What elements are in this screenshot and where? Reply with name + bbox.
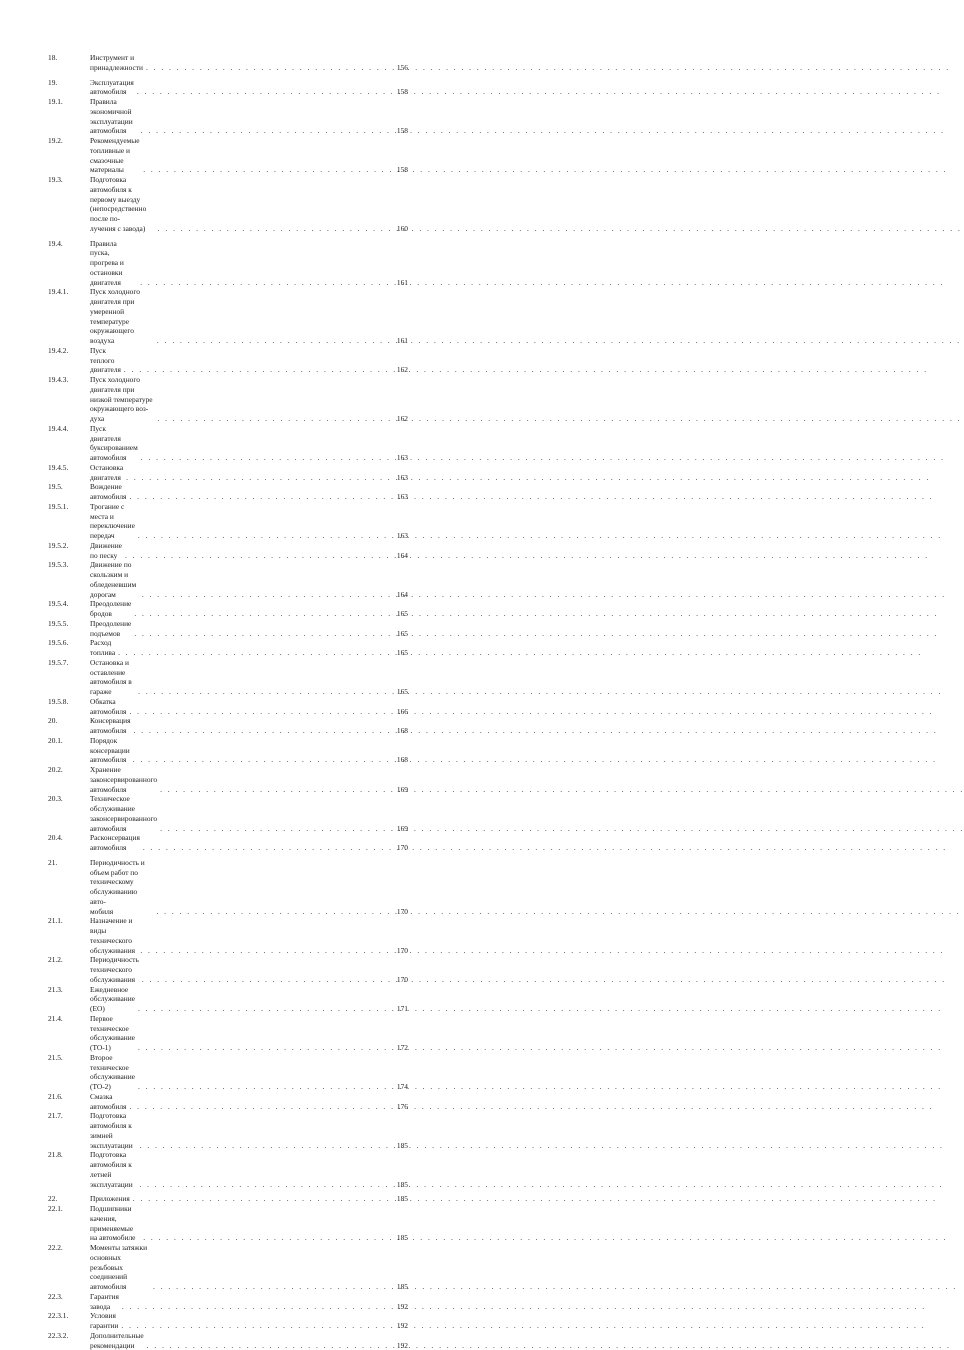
toc-entry-page: 192 — [392, 1302, 408, 1312]
toc-entry-body — [90, 1311, 392, 1331]
toc-entry-number: 19.5.8. — [48, 697, 90, 707]
toc-entry-title: Смазка автомобиля — [90, 1092, 129, 1112]
toc-entry-title: Инструмент и принадлежности — [90, 53, 146, 73]
toc-entry-number: 19.5.3. — [48, 560, 90, 570]
toc-entry — [48, 1111, 408, 1150]
toc-entry-page: 161 — [392, 336, 408, 346]
toc-entry-title: Пуск холодного двигателя при умеренной температуре окружающего воздуха — [90, 287, 157, 346]
toc-entry-page: 158 — [392, 87, 408, 97]
toc-entry — [48, 955, 408, 984]
toc-entry — [48, 1311, 408, 1331]
toc-entry-body — [90, 1204, 392, 1243]
toc-entry-number: 21.5. — [48, 1053, 90, 1063]
toc-entry-number: 22.3.2. — [48, 1331, 90, 1341]
toc-entry-number: 19.5.1. — [48, 502, 90, 512]
toc-leader-dots — [138, 1082, 392, 1092]
toc-entry-body — [90, 541, 392, 561]
toc-leader-dots — [147, 1341, 392, 1350]
toc-entry — [48, 541, 408, 561]
toc-entry — [48, 53, 408, 73]
toc-entry-page: 170 — [392, 946, 408, 956]
toc-leader-dots — [140, 278, 392, 288]
toc-leader-dots — [139, 1180, 392, 1190]
toc-entry-title: Преодоление подъемов — [90, 619, 134, 639]
toc-entry — [48, 1194, 408, 1204]
toc-entry-page: 165 — [392, 648, 408, 658]
toc-entry — [48, 1243, 408, 1292]
toc-entry — [48, 560, 408, 599]
toc-entry-body — [90, 1292, 392, 1312]
toc-entry-body — [90, 287, 392, 346]
toc-entry-number: 21.2. — [48, 955, 90, 965]
toc-leader-dots — [160, 824, 392, 834]
toc-entry-number: 19.3. — [48, 175, 90, 185]
toc-entry-title: Хранение законсервированного автомобиля — [90, 765, 160, 794]
toc-entry-title: Консервация автомобиля — [90, 716, 134, 736]
toc-entry-body — [90, 1331, 392, 1350]
toc-entry-number: 19.4.4. — [48, 424, 90, 434]
toc-leader-dots — [141, 453, 392, 463]
toc-entry-number: 20.1. — [48, 736, 90, 746]
toc-entry-body — [90, 175, 392, 234]
toc-entry — [48, 1014, 408, 1053]
toc-entry-title: Правила пуска, прогрева и остановки двигателя — [90, 239, 140, 288]
toc-entry-title: Дополнительные рекомендации — [90, 1331, 147, 1350]
toc-leader-dots — [156, 907, 392, 917]
toc-entry-number: 19.4.5. — [48, 463, 90, 473]
toc-entry-title: Техническое обслуживание законсервированного автомобиля — [90, 794, 160, 833]
toc-entry — [48, 175, 408, 234]
toc-entry — [48, 375, 408, 424]
toc-entry-body — [90, 716, 392, 736]
toc-leader-dots — [143, 1233, 392, 1243]
toc-entry-title: Пуск двигателя буксированием автомобиля — [90, 424, 141, 463]
toc-entry-number: 19.5. — [48, 482, 90, 492]
toc-entry-page: 168 — [392, 726, 408, 736]
toc-leader-dots — [126, 473, 392, 483]
toc-entry-body — [90, 53, 392, 73]
toc-leader-dots — [134, 609, 392, 619]
toc-leader-dots — [140, 1141, 392, 1151]
toc-entry-number: 21.6. — [48, 1092, 90, 1102]
toc-entry-title: Рекомендуемые топливные и смазочные материалы — [90, 136, 143, 175]
toc-entry-number: 19.4.1. — [48, 287, 90, 297]
toc-entry-body — [90, 502, 392, 541]
toc-entry-title: Пуск теплого двигателя — [90, 346, 124, 375]
toc-entry — [48, 502, 408, 541]
toc-entry-page: 164 — [392, 551, 408, 561]
toc-entry-title: Движение по песку — [90, 541, 125, 561]
toc-entry-page: 168 — [392, 755, 408, 765]
toc-leader-dots — [138, 1004, 392, 1014]
toc-entry-body — [90, 638, 392, 658]
toc-leader-dots — [142, 975, 392, 985]
toc-entry-body — [90, 375, 392, 424]
toc-entry-body — [90, 1053, 392, 1092]
toc-leader-dots — [124, 365, 392, 375]
toc-leader-dots — [125, 551, 392, 561]
toc-entry-body — [90, 1111, 392, 1150]
toc-entry — [48, 1150, 408, 1189]
toc-entry-number: 20.3. — [48, 794, 90, 804]
toc-entry-title: Первое техническое обслуживание (ТО-1) — [90, 1014, 138, 1053]
toc-entry — [48, 1292, 408, 1312]
toc-entry — [48, 482, 408, 502]
toc-entry-page: 158 — [392, 126, 408, 136]
toc-entry-title: Второе техническое обслуживание (ТО-2) — [90, 1053, 138, 1092]
toc-entry-body — [90, 916, 392, 955]
toc-entry-number: 21.4. — [48, 1014, 90, 1024]
toc-entry-body — [90, 97, 392, 136]
toc-entry — [48, 599, 408, 619]
toc-entry-number: 19.4.3. — [48, 375, 90, 385]
toc-entry-page: 158 — [392, 165, 408, 175]
toc-entry-title: Приложения — [90, 1194, 133, 1204]
toc-entry-title: Подшипники качения, применяемые на автомобиле — [90, 1204, 143, 1243]
toc-entry-title: Назначение и виды технического обслуживания — [90, 916, 140, 955]
toc-entry-number: 19. — [48, 78, 90, 88]
toc-leader-dots — [143, 165, 392, 175]
toc-entry-page: 163 — [392, 531, 408, 541]
toc-entry-title: Порядок консервации автомобиля — [90, 736, 133, 765]
toc-entry-page: 185 — [392, 1233, 408, 1243]
toc-entry — [48, 697, 408, 717]
toc-entry-title: Моменты затяжки основных резьбовых соединений автомобиля — [90, 1243, 153, 1292]
toc-entry-body — [90, 833, 392, 853]
toc-entry-body — [90, 658, 392, 697]
toc-entry-title: Эксплуатация автомобиля — [90, 78, 137, 98]
toc-leader-dots — [137, 87, 392, 97]
toc-entry-title: Правила экономичной эксплуатации автомобиля — [90, 97, 141, 136]
toc-entry-body — [90, 136, 392, 175]
toc-entry-number: 18. — [48, 53, 90, 63]
toc-entry-number: 20.4. — [48, 833, 90, 843]
toc-entry-page: 163 — [392, 492, 408, 502]
toc-entry-title: Периодичность технического обслуживания — [90, 955, 142, 984]
toc-entry-page: 172 — [392, 1043, 408, 1053]
toc-entry-page: 185 — [392, 1282, 408, 1292]
toc-entry-number: 20.2. — [48, 765, 90, 775]
toc-leader-dots — [158, 224, 392, 234]
toc-leader-dots — [134, 726, 392, 736]
toc-entry-title: Обкатка автомобиля — [90, 697, 129, 717]
toc-entry — [48, 858, 408, 917]
toc-leader-dots — [140, 946, 392, 956]
toc-entry-page: 185 — [392, 1194, 408, 1204]
toc-entry — [48, 638, 408, 658]
toc-entry — [48, 1092, 408, 1112]
toc-entry-title: Условия гарантии — [90, 1311, 121, 1331]
toc-entry — [48, 736, 408, 765]
toc-entry-title: Ежедневное обслуживание (ЕО) — [90, 985, 138, 1014]
toc-entry-number: 22. — [48, 1194, 90, 1204]
toc-entry — [48, 1053, 408, 1092]
toc-entry — [48, 1204, 408, 1243]
toc-entry-page: 162 — [392, 414, 408, 424]
toc-entry-page: 171 — [392, 1004, 408, 1014]
toc-entry-body — [90, 599, 392, 619]
toc-entry-number: 22.2. — [48, 1243, 90, 1253]
toc-entry-number: 19.1. — [48, 97, 90, 107]
toc-entry — [48, 794, 408, 833]
toc-entry-page: 165 — [392, 629, 408, 639]
toc-entry-page: 164 — [392, 590, 408, 600]
toc-entry — [48, 716, 408, 736]
toc-entry — [48, 619, 408, 639]
toc-entry-page: 192 — [392, 1341, 408, 1350]
toc-leader-dots — [121, 1321, 392, 1331]
toc-entry — [48, 985, 408, 1014]
toc-entry-body — [90, 858, 392, 917]
toc-entry-body — [90, 794, 392, 833]
toc-entry-body — [90, 239, 392, 288]
toc-entry-body — [90, 346, 392, 375]
toc-leader-dots — [153, 1282, 392, 1292]
toc-leader-dots — [133, 755, 392, 765]
toc-entry-page: 160 — [392, 224, 408, 234]
toc-entry-body — [90, 463, 392, 483]
toc-entry-title: Остановка двигателя — [90, 463, 126, 483]
toc-leader-dots — [129, 1102, 392, 1112]
toc-entry-body — [90, 1243, 392, 1292]
toc-entry-body — [90, 1014, 392, 1053]
toc-entry-number: 22.1. — [48, 1204, 90, 1214]
toc-entry-body — [90, 619, 392, 639]
toc-entry-body — [90, 697, 392, 717]
toc-entry — [48, 136, 408, 175]
toc-entry-page: 169 — [392, 785, 408, 795]
toc-leader-dots — [138, 531, 392, 541]
toc-entry-body — [90, 985, 392, 1014]
toc-entry — [48, 1331, 408, 1350]
toc-leader-dots — [138, 1043, 392, 1053]
toc-entry-title: Движение по скользким и обледеневшим дорогам — [90, 560, 142, 599]
toc-entry-page: 163 — [392, 473, 408, 483]
toc-entry-number: 21.7. — [48, 1111, 90, 1121]
toc-entry-page: 169 — [392, 824, 408, 834]
toc-entry — [48, 765, 408, 794]
toc-entry-number: 21. — [48, 858, 90, 868]
toc-entry-title: Преодоление бродов — [90, 599, 134, 619]
toc-entry-number: 21.1. — [48, 916, 90, 926]
toc-leader-dots — [138, 687, 392, 697]
toc-entry-page: 170 — [392, 907, 408, 917]
toc-entry-page: 192 — [392, 1321, 408, 1331]
toc-leader-dots — [129, 707, 392, 717]
toc-entry — [48, 287, 408, 346]
toc-entry-number: 19.5.2. — [48, 541, 90, 551]
table-of-contents — [48, 53, 408, 1350]
toc-entry-number: 19.4. — [48, 239, 90, 249]
toc-entry-title: Расконсервация автомобиля — [90, 833, 143, 853]
document-page — [0, 0, 420, 570]
toc-entry-title: Вождение автомобиля — [90, 482, 129, 502]
toc-entry-body — [90, 955, 392, 984]
toc-entry-body — [90, 1194, 392, 1204]
toc-leader-dots — [118, 648, 392, 658]
toc-leader-dots — [157, 414, 392, 424]
toc-entry-number: 21.8. — [48, 1150, 90, 1160]
toc-entry-page: 161 — [392, 278, 408, 288]
toc-entry — [48, 97, 408, 136]
toc-leader-dots — [142, 590, 392, 600]
toc-entry-title: Периодичность и объем работ по техническому обслуживанию авто- мобиля — [90, 858, 156, 917]
toc-entry — [48, 833, 408, 853]
toc-entry-page: 185 — [392, 1141, 408, 1151]
toc-entry-body — [90, 1150, 392, 1189]
toc-entry-page: 162 — [392, 365, 408, 375]
toc-entry-title: Подготовка автомобиля к первому выезду (непосредственно после по- лучения с завода) — [90, 175, 158, 234]
toc-entry — [48, 658, 408, 697]
toc-entry-body — [90, 482, 392, 502]
toc-entry — [48, 463, 408, 483]
toc-entry — [48, 424, 408, 463]
toc-entry — [48, 916, 408, 955]
toc-entry — [48, 78, 408, 98]
toc-leader-dots — [143, 843, 392, 853]
toc-entry-number: 19.5.6. — [48, 638, 90, 648]
toc-entry-body — [90, 736, 392, 765]
toc-entry-number: 19.5.5. — [48, 619, 90, 629]
toc-entry-title: Пуск холодного двигателя при низкой температуре окружающего воз- духа — [90, 375, 157, 424]
toc-leader-dots — [134, 629, 392, 639]
toc-entry-number: 22.3.1. — [48, 1311, 90, 1321]
toc-entry-page: 163 — [392, 453, 408, 463]
toc-entry-page: 170 — [392, 975, 408, 985]
toc-entry-body — [90, 1092, 392, 1112]
toc-entry-body — [90, 560, 392, 599]
toc-entry-page: 185 — [392, 1180, 408, 1190]
toc-entry — [48, 346, 408, 375]
toc-entry-title: Гарантия завода — [90, 1292, 122, 1312]
toc-entry-number: 19.2. — [48, 136, 90, 146]
toc-entry-body — [90, 78, 392, 98]
toc-entry-title: Расход топлива — [90, 638, 118, 658]
toc-entry-body — [90, 424, 392, 463]
toc-entry-page: 174 — [392, 1082, 408, 1092]
toc-leader-dots — [160, 785, 392, 795]
toc-leader-dots — [157, 336, 392, 346]
toc-entry-title: Подготовка автомобиля к зимней эксплуатации — [90, 1111, 140, 1150]
toc-leader-dots — [122, 1302, 392, 1312]
toc-leader-dots — [129, 492, 392, 502]
toc-entry-page: 156 — [392, 63, 408, 73]
toc-entry-number: 19.5.7. — [48, 658, 90, 668]
toc-leader-dots — [141, 126, 392, 136]
toc-entry-title: Трогание с места и переключение передач — [90, 502, 138, 541]
toc-entry-title: Остановка и оставление автомобиля в гараже — [90, 658, 138, 697]
toc-entry-page: 165 — [392, 609, 408, 619]
toc-entry-number: 22.3. — [48, 1292, 90, 1302]
toc-leader-dots — [133, 1194, 392, 1204]
toc-leader-dots — [146, 63, 392, 73]
toc-entry-number: 19.5.4. — [48, 599, 90, 609]
toc-entry-title: Подготовка автомобиля к летней эксплуатации — [90, 1150, 139, 1189]
toc-entry — [48, 239, 408, 288]
toc-entry-page: 166 — [392, 707, 408, 717]
toc-entry-number: 19.4.2. — [48, 346, 90, 356]
toc-entry-number: 20. — [48, 716, 90, 726]
toc-entry-page: 170 — [392, 843, 408, 853]
toc-entry-number: 21.3. — [48, 985, 90, 995]
toc-entry-page: 176 — [392, 1102, 408, 1112]
toc-entry-body — [90, 765, 392, 794]
toc-entry-page: 165 — [392, 687, 408, 697]
